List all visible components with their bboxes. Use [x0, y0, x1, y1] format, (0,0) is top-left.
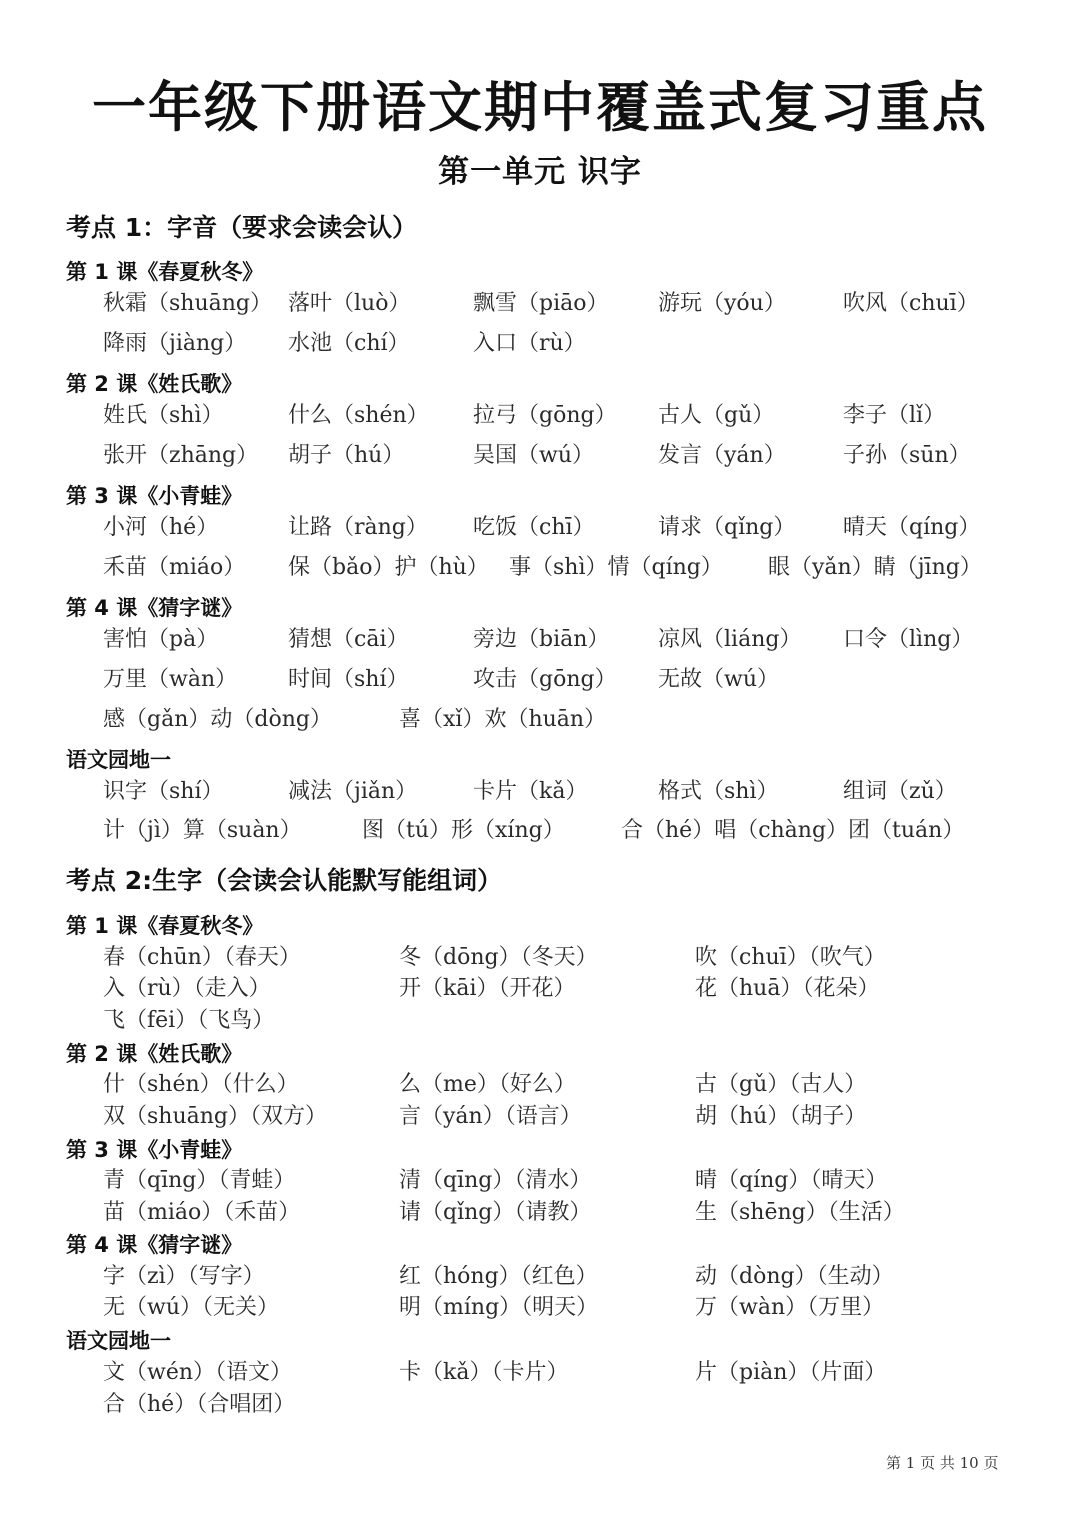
- character-item: 合（hé）（合唱团）: [103, 1392, 296, 1417]
- vocab-item: 无故（wú）: [658, 667, 780, 692]
- character-item: 无（wú）（无关）: [103, 1295, 280, 1320]
- character-item: 动（dòng）（生动）: [695, 1264, 894, 1289]
- page-title: 一年级下册语文期中覆盖式复习重点: [92, 76, 988, 139]
- vocab-item: 吃饭（chī）: [473, 515, 595, 540]
- vocab-item: 飘雪（piāo）: [473, 291, 609, 316]
- unit-subtitle: 第一单元 识字: [438, 154, 642, 190]
- vocab-item: 害怕（pà）: [103, 627, 219, 652]
- vocab-item: 吹风（chuī）: [843, 291, 979, 316]
- vocab-item: 降雨（jiàng）: [103, 331, 247, 356]
- vocab-item: 攻击（gōng）: [473, 667, 617, 692]
- character-item: 飞（fēi）（飞鸟）: [103, 1008, 275, 1033]
- character-item: 冬（dōng）（冬天）: [399, 945, 598, 970]
- vocab-item: 保（bǎo）护（hù）: [288, 555, 489, 580]
- vocab-item: 晴天（qíng）: [843, 515, 981, 540]
- vocab-item: 游玩（yóu）: [658, 291, 786, 316]
- character-item: 晴（qíng）（晴天）: [695, 1168, 888, 1193]
- character-item: 字（zì）（写字）: [103, 1264, 265, 1289]
- lesson-title: 第 3 课《小青蛙》: [66, 1138, 243, 1162]
- vocab-item: 张开（zhāng）: [103, 443, 259, 468]
- vocab-item: 小河（hé）: [103, 515, 219, 540]
- character-item: 明（míng）（明天）: [399, 1295, 599, 1320]
- vocab-item: 什么（shén）: [288, 403, 429, 428]
- character-item: 古（gǔ）（古人）: [695, 1072, 867, 1097]
- section-heading-kp2: 考点 2:生字（会读会认能默写能组词）: [66, 866, 503, 895]
- vocab-item: 卡片（kǎ）: [473, 779, 588, 804]
- vocab-item: 眼（yǎn）睛（jīng）: [768, 555, 982, 580]
- vocab-item: 喜（xǐ）欢（huān）: [399, 707, 607, 732]
- vocab-item: 姓氏（shì）: [103, 403, 224, 428]
- vocab-item: 组词（zǔ）: [843, 779, 957, 804]
- character-item: 吹（chuī）（吹气）: [695, 945, 886, 970]
- vocab-item: 子孙（sūn）: [843, 443, 971, 468]
- character-item: 开（kāi）（开花）: [399, 976, 576, 1001]
- vocab-item: 古人（gǔ）: [658, 403, 775, 428]
- character-item: 春（chūn）（春天）: [103, 945, 301, 970]
- vocab-item: 水池（chí）: [288, 331, 410, 356]
- vocab-item: 识字（shí）: [103, 779, 224, 804]
- vocab-item: 口令（lìng）: [843, 627, 974, 652]
- character-item: 花（huā）（花朵）: [695, 976, 880, 1001]
- character-item: 红（hóng）（红色）: [399, 1264, 598, 1289]
- lesson-title: 第 1 课《春夏秋冬》: [66, 914, 264, 938]
- vocab-item: 计（jì）算（suàn）: [103, 818, 302, 843]
- vocab-item: 合（hé）唱（chàng）团（tuán）: [621, 818, 965, 843]
- vocab-item: 猜想（cāi）: [288, 627, 409, 652]
- vocab-item: 格式（shì）: [658, 779, 779, 804]
- character-item: 生（shēng）（生活）: [695, 1200, 905, 1225]
- vocab-item: 拉弓（gōng）: [473, 403, 617, 428]
- character-item: 清（qīng）（清水）: [399, 1168, 592, 1193]
- lesson-title: 第 3 课《小青蛙》: [66, 484, 243, 508]
- character-item: 卡（kǎ）（卡片）: [399, 1360, 569, 1385]
- lesson-title: 第 2 课《姓氏歌》: [66, 372, 243, 396]
- vocab-item: 凉风（liáng）: [658, 627, 802, 652]
- character-item: 文（wén）（语文）: [103, 1360, 293, 1385]
- lesson-title: 第 2 课《姓氏歌》: [66, 1042, 243, 1066]
- vocab-item: 万里（wàn）: [103, 667, 238, 692]
- vocab-item: 落叶（luò）: [288, 291, 411, 316]
- vocab-item: 胡子（hú）: [288, 443, 405, 468]
- vocab-item: 让路（ràng）: [288, 515, 428, 540]
- character-item: 片（piàn）（片面）: [695, 1360, 887, 1385]
- vocab-item: 时间（shí）: [288, 667, 409, 692]
- character-item: 入（rù）（走入）: [103, 976, 271, 1001]
- vocab-item: 事（shì）情（qíng）: [509, 555, 723, 580]
- vocab-item: 发言（yán）: [658, 443, 786, 468]
- lesson-title: 语文园地一: [66, 748, 171, 772]
- vocab-item: 秋霜（shuāng）: [103, 291, 272, 316]
- vocab-item: 请求（qǐng）: [658, 515, 796, 540]
- lesson-title: 第 1 课《春夏秋冬》: [66, 260, 264, 284]
- section-heading-kp1: 考点 1：字音（要求会读会认）: [66, 213, 418, 242]
- character-item: 苗（miáo）（禾苗）: [103, 1200, 301, 1225]
- vocab-item: 李子（lǐ）: [843, 403, 946, 428]
- page-number: 第 1 页 共 10 页: [886, 1454, 999, 1472]
- lesson-title: 语文园地一: [66, 1329, 171, 1353]
- vocab-item: 减法（jiǎn）: [288, 779, 418, 804]
- character-item: 双（shuāng）（双方）: [103, 1104, 327, 1129]
- vocab-item: 感（gǎn）动（dòng）: [103, 707, 332, 732]
- character-item: 青（qīng）（青蛙）: [103, 1168, 296, 1193]
- vocab-item: 禾苗（miáo）: [103, 555, 246, 580]
- character-item: 什（shén）（什么）: [103, 1072, 299, 1097]
- vocab-item: 旁边（biān）: [473, 627, 610, 652]
- vocab-item: 入口（rù）: [473, 331, 586, 356]
- character-item: 万（wàn）（万里）: [695, 1295, 885, 1320]
- character-item: 言（yán）（语言）: [399, 1104, 582, 1129]
- vocab-item: 吴国（wú）: [473, 443, 595, 468]
- lesson-title: 第 4 课《猜字谜》: [66, 596, 243, 620]
- vocab-item: 图（tú）形（xíng）: [362, 818, 565, 843]
- character-item: 请（qǐng）（请教）: [399, 1200, 592, 1225]
- character-item: 胡（hú）（胡子）: [695, 1104, 867, 1129]
- lesson-title: 第 4 课《猜字谜》: [66, 1233, 243, 1257]
- character-item: 么（me）（好么）: [399, 1072, 576, 1097]
